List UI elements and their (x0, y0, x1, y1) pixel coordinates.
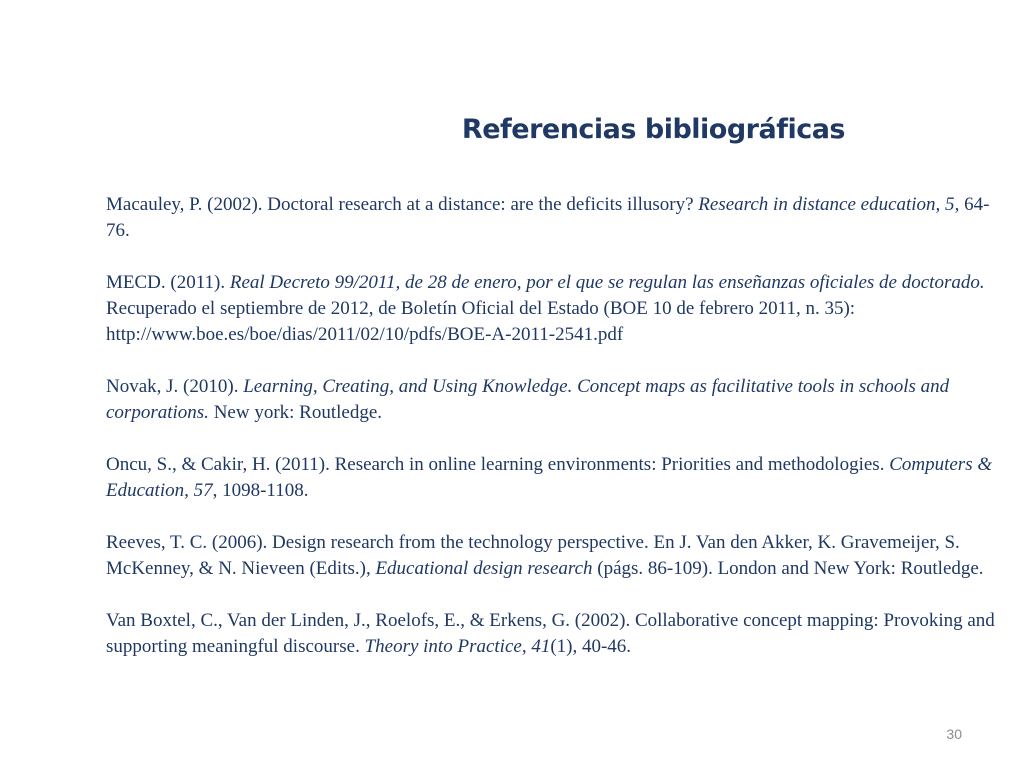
reference-details: New york: Routledge. (208, 402, 383, 423)
reference-reeves (106, 530, 996, 582)
reference-novak (106, 374, 996, 426)
reference-text: Reeves, T. C. (2006). Design research from the technology perspective. En J. Van den Akker, K. Gravemeijer, S. McKenney, & N. Nieveen (Edits.), (106, 532, 960, 579)
reference-details: (págs. 86-109). London and New York: Routledge. (592, 558, 984, 579)
reference-source: Research in distance education, 5 (698, 194, 955, 215)
page-number: 30 (946, 726, 962, 742)
reference-details: , 64-76. (106, 194, 990, 241)
reference-van-boxtel (106, 608, 996, 660)
reference-oncu (106, 452, 996, 504)
reference-text: Macauley, P. (2002). Doctoral research at a distance: are the deficits illusory? (106, 194, 699, 215)
reference-details: (1), 40-46. (550, 636, 632, 657)
reference-source: Learning, Creating, and Using Knowledge. Concept maps as facilitative tools in schools and corporations. (106, 376, 950, 423)
reference-source: Computers & Education, 57 (106, 454, 993, 501)
slide-title: Referencias bibliográficas (461, 114, 845, 145)
reference-text: Van Boxtel, C., Van der Linden, J., Roelofs, E., & Erkens, G. (2002). Collaborative concept mapping: Provoking and supporting meaningful discourse. (106, 610, 995, 657)
reference-source: Real Decreto 99/2011, de 28 de enero, por el que se regulan las enseñanzas oficiales de doctorado. (229, 272, 985, 293)
reference-mecd (106, 270, 996, 348)
reference-text: Oncu, S., & Cakir, H. (2011). Research in online learning environments: Priorities and methodologies. (106, 454, 890, 475)
reference-source: Theory into Practice, 41 (364, 636, 551, 657)
reference-text: Novak, J. (2010). (106, 376, 244, 397)
reference-list (106, 192, 996, 686)
reference-details: , 1098-1108. (212, 480, 309, 501)
reference-source: Educational design research (375, 558, 593, 579)
reference-macauley (106, 192, 996, 244)
reference-details: Recuperado el septiembre de 2012, de Boletín Oficial del Estado (BOE 10 de febrero 2011, n. 35): http://www.boe.es/boe/dias/2011/02/10/pdfs/BOE-A-2011-2541.pdf (106, 298, 856, 345)
reference-text: MECD. (2011). (106, 272, 230, 293)
